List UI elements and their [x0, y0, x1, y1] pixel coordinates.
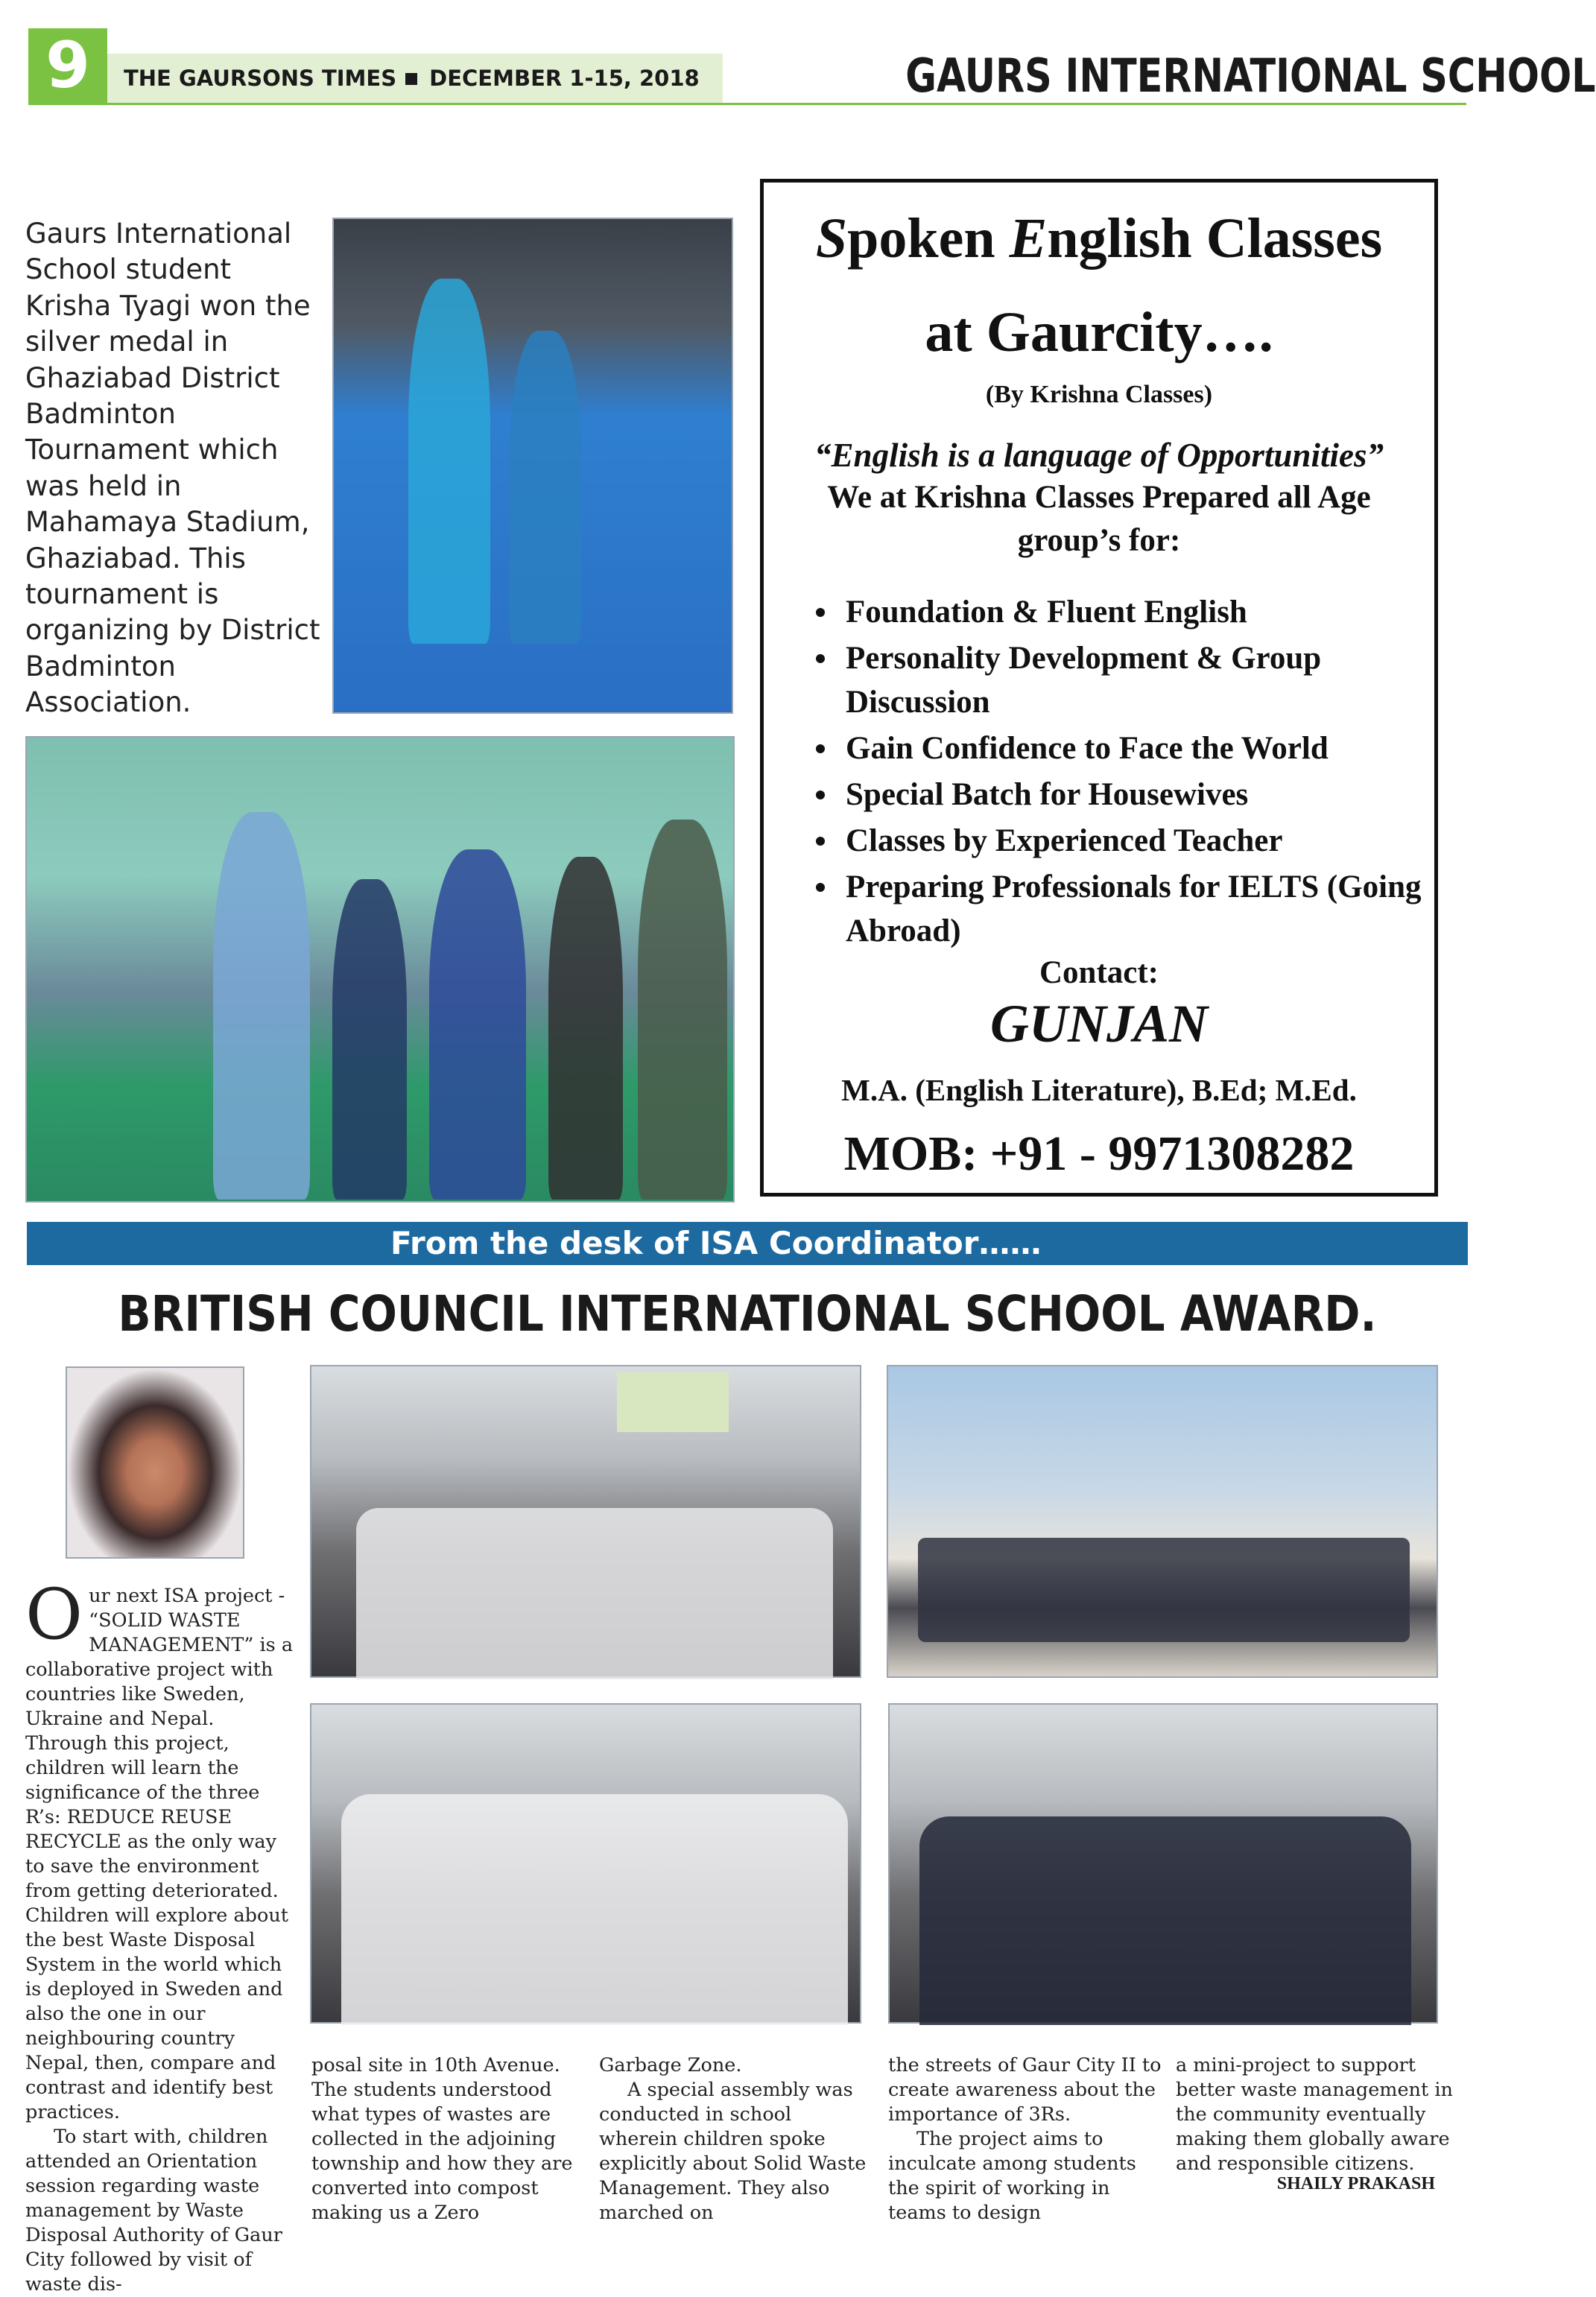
ad-contact-label: Contact: — [1039, 955, 1159, 990]
ad-intro: We at Krishna Classes Prepared all Age group’s for: — [827, 480, 1371, 558]
svm-signboard — [617, 1372, 729, 1432]
ad-course-item: Gain Confidence to Face the World — [846, 726, 1457, 770]
ad-title-line1: Spoken English Classes — [815, 207, 1383, 270]
article-paragraph: A special assembly was conducted in school wherein children spoke explicitly about Solid Waste Management. They also marched on — [599, 2079, 867, 2224]
article-byline: SHAILY PRAKASH — [1276, 2174, 1435, 2193]
isa-article-col5 — [1176, 2053, 1454, 2176]
photo-group — [356, 1508, 833, 1679]
photo-person — [429, 849, 526, 1200]
ad-quote: “English is a language of Opportunities” — [814, 437, 1384, 474]
article-paragraph: the streets of Gaur City II to create awareness about the importance of 3Rs. — [888, 2054, 1162, 2126]
badminton-photo-winner — [332, 218, 733, 714]
ad-mobile-number: MOB: +91 - 9971308282 — [843, 1127, 1355, 1181]
square-bullet-icon — [405, 73, 417, 85]
publication-strip — [107, 54, 723, 103]
ad-contact-name: GUNJAN — [989, 994, 1208, 1054]
ad-course-item: Foundation & Fluent English — [846, 590, 1457, 634]
article-paragraph: To start with, children attended an Orientation session regarding waste management by Waste Disposal Authority of Gaur City followed by visit of waste dis- — [25, 2126, 282, 2296]
photo-person — [408, 279, 490, 644]
photo-person — [332, 879, 407, 1200]
ad-course-item: Personality Development & Group Discussion — [846, 636, 1457, 724]
publication-name: THE GAURSONS TIMES — [124, 66, 397, 91]
ad-course-list — [808, 590, 1457, 955]
section-band: From the desk of ISA Coordinator…… — [27, 1222, 1468, 1265]
isa-article-col3 — [599, 2053, 875, 2225]
ad-course-item: Special Batch for Housewives — [846, 773, 1457, 817]
isa-photo-group-site — [310, 1365, 861, 1678]
isa-article-col4 — [888, 2053, 1164, 2225]
photo-group — [341, 1794, 848, 2025]
ad-byline: (By Krishna Classes) — [985, 381, 1213, 408]
article-paragraph: The project aims to inculcate among students the spirit of working in teams to design — [888, 2128, 1136, 2224]
article-paragraph: a mini-project to support better waste management in the community eventually making them globally aware and responsible citizens. — [1176, 2054, 1453, 2175]
badminton-article-text: Gaurs International School student Krisha Tyagi won the silver medal in Ghaziabad District Badminton Tournament which was held in Mahamaya Stadium, Ghaziabad. This tournament is organizing by District Badminton Association. — [25, 218, 320, 719]
award-headline: BRITISH COUNCIL INTERNATIONAL SCHOOL AWARD. — [118, 1285, 1377, 1343]
article-paragraph: posal site in 10th Avenue. The students understood what types of wastes are collected in the adjoining township and how they are converted into compost making us a Zero — [311, 2054, 573, 2224]
article-dropcap: O — [25, 1574, 83, 1656]
photo-person — [548, 857, 623, 1200]
ad-qualification: M.A. (English Literature), B.Ed; M.Ed. — [841, 1073, 1357, 1107]
coordinator-portrait — [66, 1366, 244, 1559]
ad-course-item: Preparing Professionals for IELTS (Going Abroad) — [846, 865, 1457, 953]
photo-person — [638, 820, 727, 1200]
photo-person — [510, 331, 581, 644]
ad-course-item: Classes by Experienced Teacher — [846, 819, 1457, 863]
isa-article-col1 — [25, 1574, 298, 2297]
badminton-photo-ceremony — [25, 736, 735, 1203]
isa-photo-march-2 — [888, 1703, 1438, 2024]
article-paragraph: Garbage Zone. — [599, 2054, 742, 2076]
spoken-english-ad — [760, 179, 1438, 1197]
photo-group — [918, 1538, 1410, 1642]
issue-date: DECEMBER 1-15, 2018 — [429, 66, 700, 91]
header-rule — [28, 103, 1466, 105]
ad-title-line2: at Gaurcity…. — [925, 301, 1273, 364]
isa-article-col2 — [311, 2053, 587, 2225]
school-name: GAURS INTERNATIONAL SCHOOL — [905, 48, 1596, 103]
photo-group — [919, 1816, 1411, 2025]
isa-photo-assembly — [887, 1365, 1438, 1678]
article-paragraph: ur next ISA project - “SOLID WASTE MANAGEMENT” is a collaborative project with countries like Sweden, Ukraine and Nepal. Through this project, children will learn the significance of the three R’s: REDUCE REUSE RECYCLE as the only way to save the environment from getting deteriorated. Children will explore about the best Waste Disposal System in the world which is deployed in Sweden and also the one in our neighbouring country Nepal, then, compare and contrast and identify best practices. — [25, 1585, 294, 2123]
isa-photo-march-1 — [310, 1703, 861, 2024]
page-number: 9 — [28, 28, 107, 103]
photo-person — [213, 812, 310, 1200]
